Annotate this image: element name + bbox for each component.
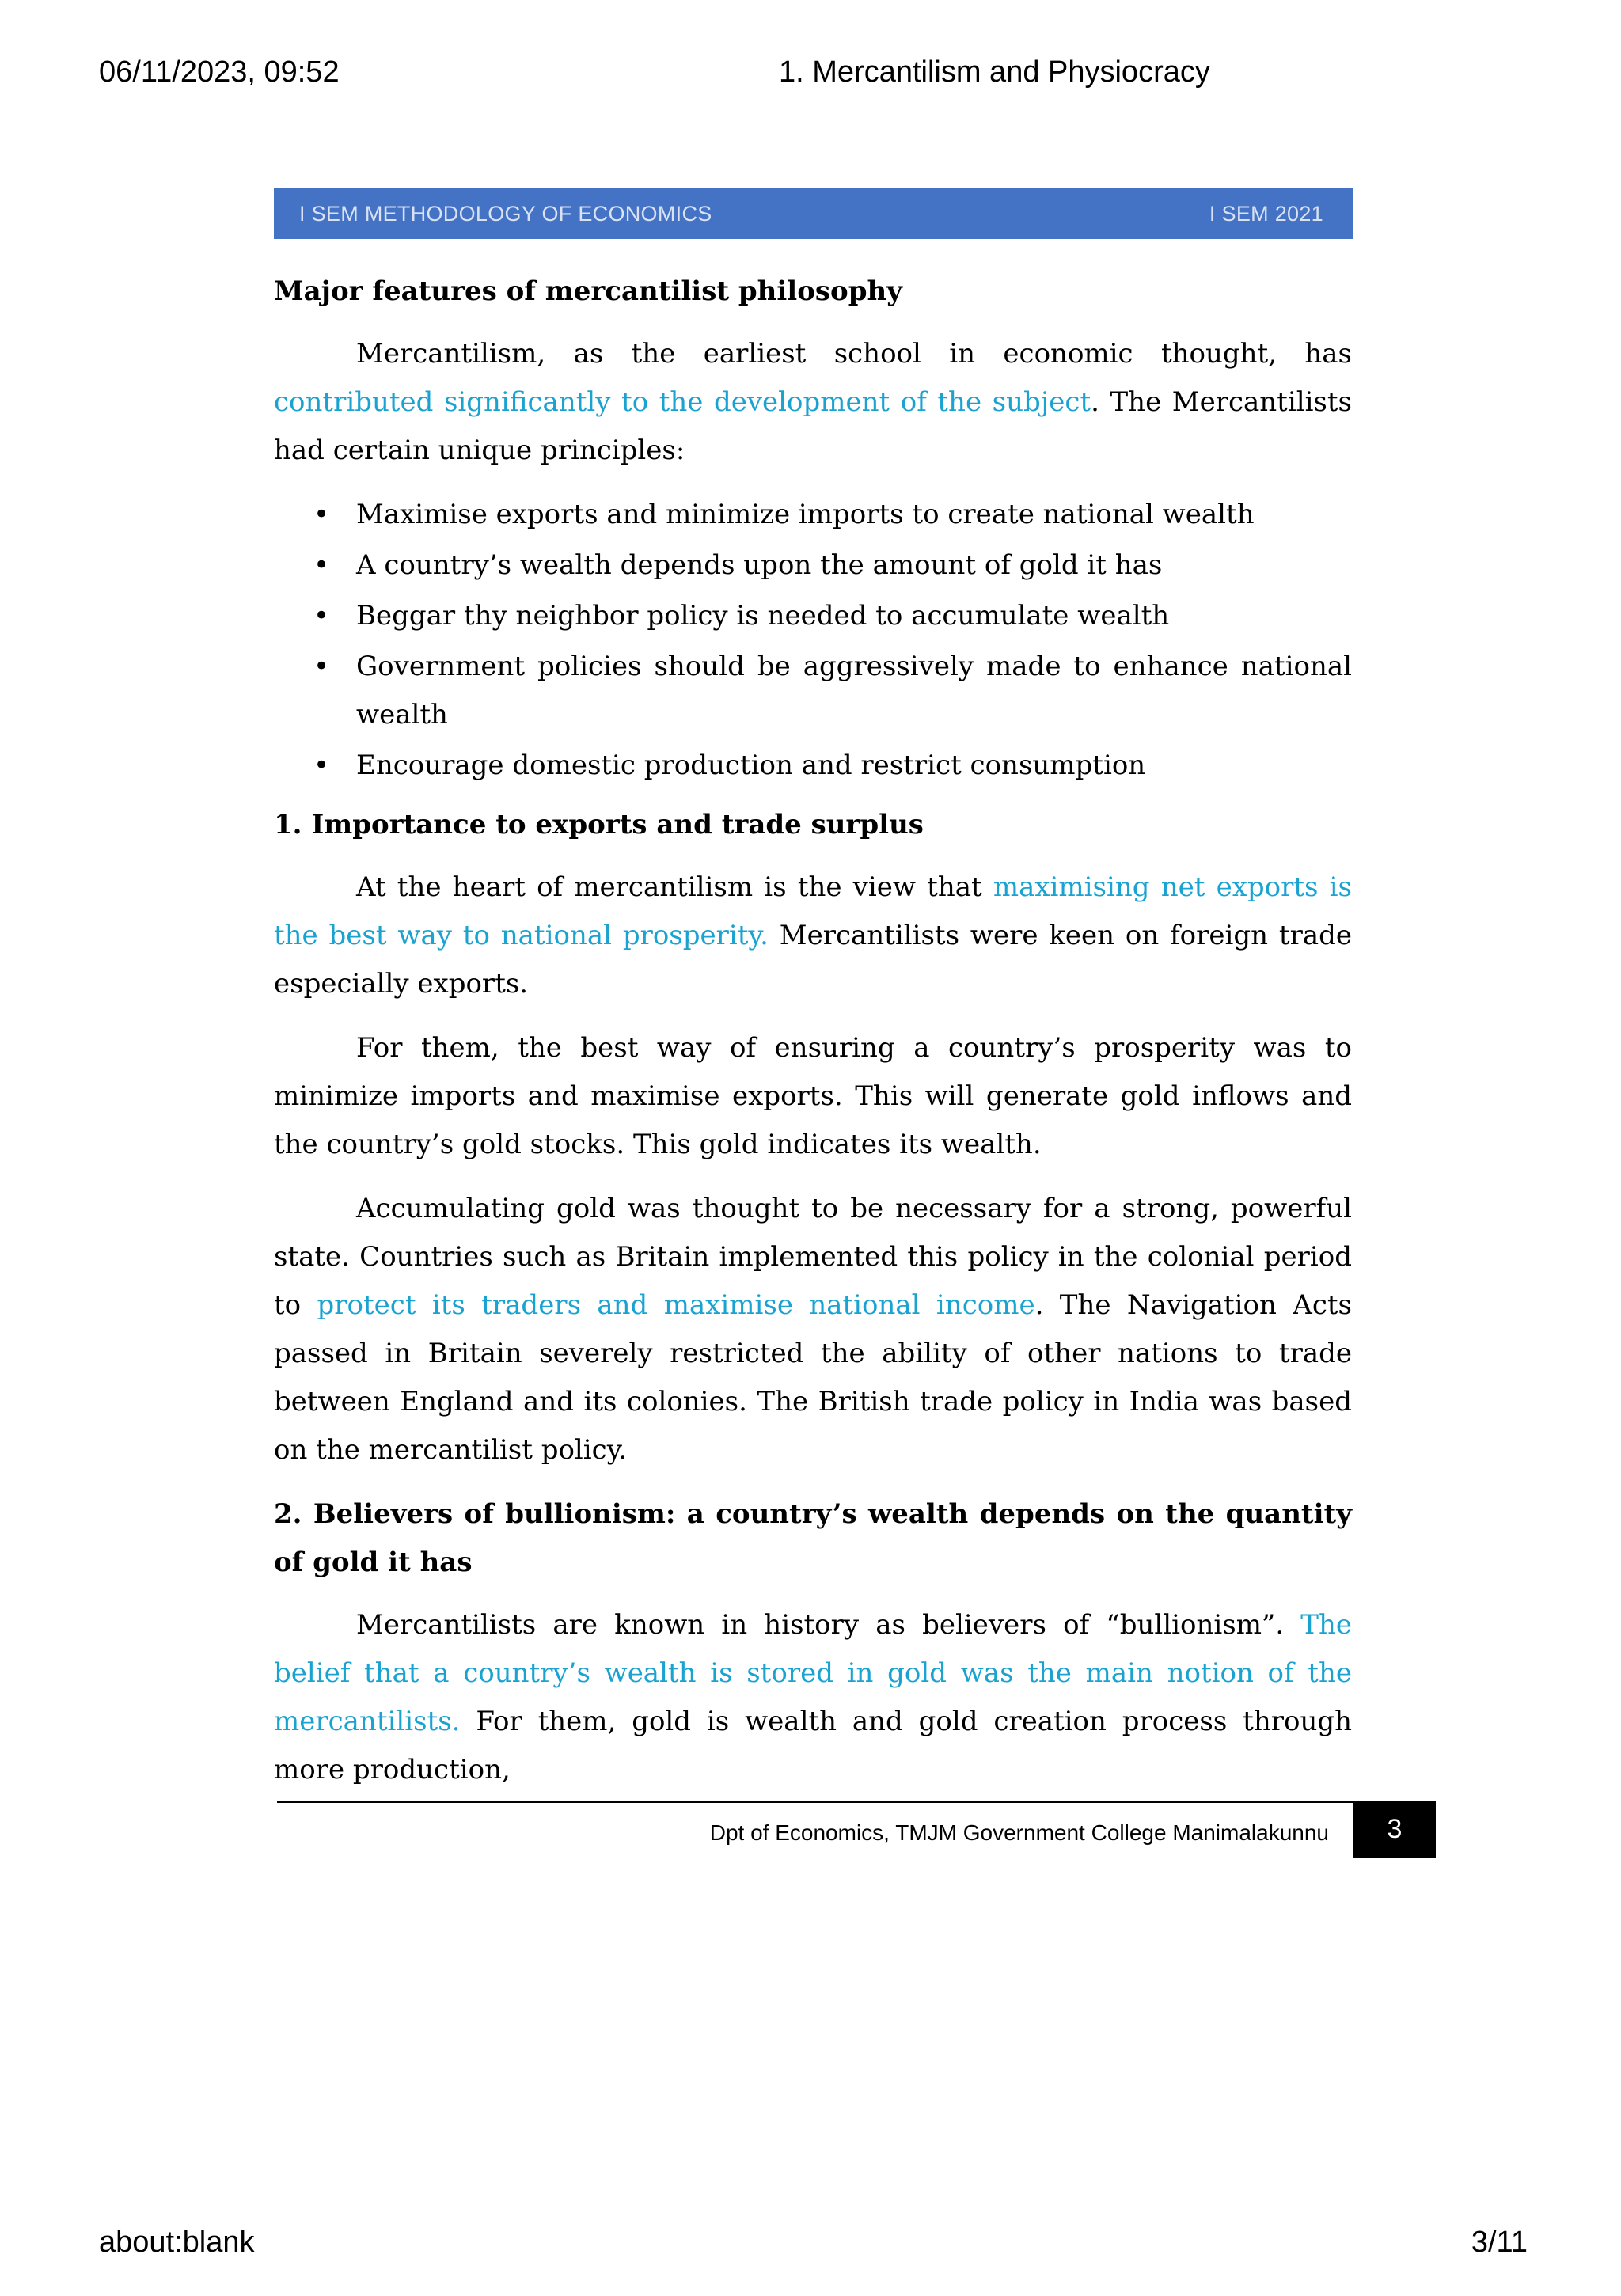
text-run: Mercantilism, as the earliest school in economic thought, has <box>356 338 1352 370</box>
heading-exports: 1. Importance to exports and trade surplus <box>274 809 924 841</box>
footer-department: Dpt of Economics, TMJM Government College Manimalakunnu <box>709 1820 1329 1845</box>
page-number: 3 <box>1387 1813 1403 1844</box>
paragraph <box>274 863 1352 1008</box>
text-run: . The Navigation Acts passed in Britain severely restricted the ability of other nations to trade between England and its colonies. The British trade policy in India was based on the mercantilist policy. <box>274 1289 1352 1466</box>
heading-major-features: Major features of mercantilist philosophy <box>274 275 902 307</box>
print-page-count: 3/11 <box>1471 2226 1528 2259</box>
header-banner <box>274 188 1353 239</box>
paragraph <box>274 1601 1352 1794</box>
text-run: At the heart of mercantilism is the view that <box>356 871 993 903</box>
list-item: • Maximise exports and minimize imports to create national wealth <box>274 491 1352 539</box>
highlight-text: The belief that a country’s wealth is stored in gold was the main notion of the mercantilists. <box>274 1609 1352 1737</box>
list-item: • Government policies should be aggressively made to enhance national wealth <box>274 643 1352 739</box>
paragraph-intro <box>274 330 1352 475</box>
page-number-box <box>1353 1801 1436 1858</box>
footer-rule <box>277 1801 1353 1803</box>
list-item: • Beggar thy neighbor policy is needed to accumulate wealth <box>274 592 1352 640</box>
text-run: Mercantilists were keen on foreign trade especially exports. <box>274 920 1352 1000</box>
text-run: Accumulating gold was thought to be necessary for a strong, powerful state. Countries such as Britain implemented this policy in the colonial period to <box>274 1193 1352 1321</box>
text-run: . The Mercantilists had certain unique principles: <box>274 386 1352 466</box>
banner-semester: I SEM 2021 <box>1209 201 1323 226</box>
text-run: Mercantilists are known in history as believers of “bullionism”. <box>356 1609 1301 1641</box>
list-item: • A country’s wealth depends upon the amount of gold it has <box>274 541 1352 590</box>
principles-list <box>274 491 1352 790</box>
print-doc-title: 1. Mercantilism and Physiocracy <box>779 55 1210 89</box>
print-url: about:blank <box>99 2226 255 2259</box>
heading-bullionism: 2. Believers of bullionism: a country’s wealth depends on the quantity of gold it has <box>274 1498 1352 1578</box>
highlight-text: contributed significantly to the development of the subject <box>274 386 1091 418</box>
list-item: • Encourage domestic production and restrict consumption <box>274 742 1352 790</box>
print-datetime: 06/11/2023, 09:52 <box>99 55 340 89</box>
text-run: For them, gold is wealth and gold creation process through more production, <box>274 1706 1352 1786</box>
paragraph <box>274 1185 1352 1474</box>
banner-course: I SEM METHODOLOGY OF ECONOMICS <box>299 201 712 226</box>
paragraph: For them, the best way of ensuring a country’s prosperity was to minimize imports and maximise exports. This will generate gold inflows and the country’s gold stocks. This gold indicates its wealth. <box>274 1032 1352 1160</box>
highlight-text: protect its traders and maximise national income <box>317 1289 1035 1321</box>
document-body <box>274 268 1352 1810</box>
highlight-text: maximising net exports is the best way to national prosperity. <box>274 871 1352 951</box>
